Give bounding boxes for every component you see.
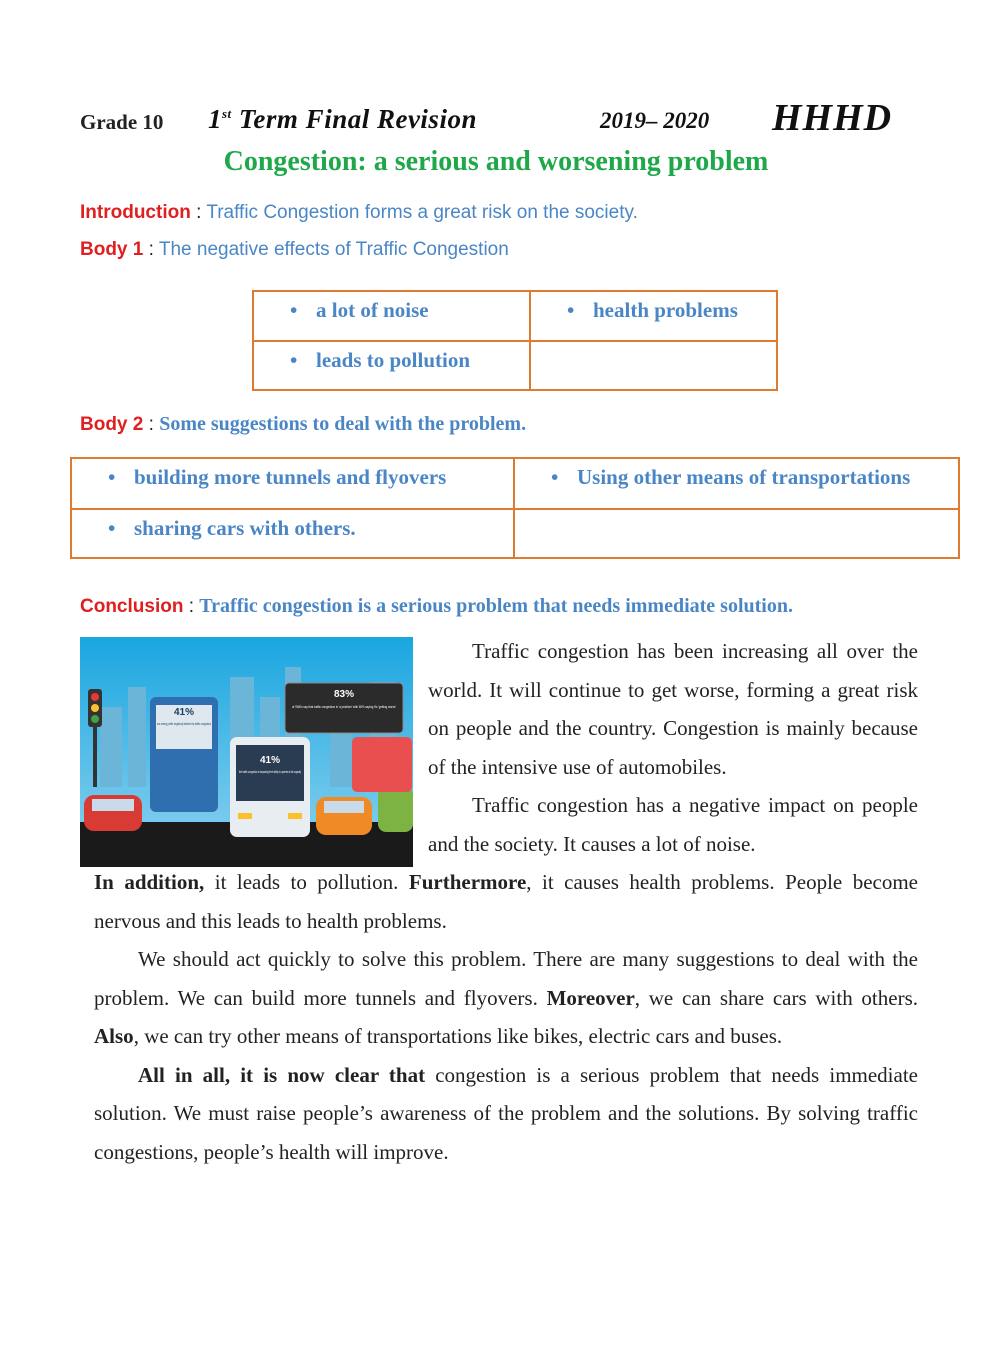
introduction-colon: : <box>190 202 207 223</box>
introduction-line <box>80 202 638 224</box>
car-orange-icon <box>316 797 372 835</box>
bullet-icon: • <box>290 348 298 372</box>
table-cell <box>514 458 959 509</box>
essay-text: , it causes health problems. People become nervous and this leads to health problems. <box>94 870 918 933</box>
body2-label: Body 2 <box>80 414 144 435</box>
linker-furthermore: Furthermore <box>408 870 527 894</box>
body1-text: The negative effects of Traffic Congestion <box>158 239 509 260</box>
body1-colon: : <box>143 239 159 260</box>
table-cell <box>514 509 959 558</box>
cell-text: health problems <box>593 298 738 322</box>
car-green-icon <box>378 787 413 832</box>
linker-also: Also <box>94 1024 134 1048</box>
table-cell <box>71 458 514 509</box>
body2-table <box>70 457 960 559</box>
stat-mid: 41% <box>259 755 281 766</box>
school-year: 2019– 2020 <box>600 108 710 133</box>
essay-text: congestion is a serious problem that needs immediate solution. We must raise people’s awareness of the problem and the solutions. By solving traffic congestions, people’s health will improve. <box>94 1062 918 1164</box>
traffic-infographic <box>80 637 413 867</box>
cell-text: a lot of noise <box>316 298 429 322</box>
bullet-icon: • <box>551 465 559 489</box>
body1-line <box>80 239 509 261</box>
body1-label: Body 1 <box>80 239 144 260</box>
table-cell <box>253 341 530 390</box>
essay-text: it leads to pollution. <box>204 870 409 894</box>
introduction-text: Traffic Congestion forms a great risk on the society. <box>206 202 638 223</box>
conclusion-label: Conclusion <box>80 596 184 617</box>
essay-paragraph-2-start: Traffic congestion has a negative impact on people and the society. It causes a lot of noise. <box>428 793 918 856</box>
essay-text: , we can share cars with others. <box>634 985 918 1010</box>
body2-colon: : <box>143 414 160 435</box>
bus-center-icon <box>230 737 310 837</box>
essay-text: We should act quickly to solve this problem. There are many suggestions to deal with the problem. We can build more tunnels and flyovers. <box>94 947 918 1010</box>
cell-text: leads to pollution <box>316 348 471 372</box>
table-cell <box>530 291 777 341</box>
page-header <box>80 96 910 139</box>
bullet-icon: • <box>290 298 298 322</box>
stat-right-caption: of SMEs say that traffic congestion is 'a problem' with 60% saying it's 'getting worse' <box>292 704 397 709</box>
linker-all-in-all: All in all, it is now clear that <box>138 1062 426 1087</box>
stat-left: 41% <box>173 707 195 718</box>
stat-right: 83% <box>333 689 355 700</box>
essay-column <box>428 632 918 863</box>
essay-paragraph-3 <box>94 940 918 1056</box>
body2-line <box>80 413 526 436</box>
cell-text: sharing cars with others. <box>134 516 356 540</box>
essay-full-width <box>94 863 918 1171</box>
body1-table <box>252 290 778 391</box>
cell-text: building more tunnels and flyovers <box>134 465 447 489</box>
table-cell <box>253 291 530 341</box>
linker-moreover: Moreover <box>546 985 635 1010</box>
bullet-icon: • <box>567 298 575 322</box>
car-red-icon <box>84 795 142 831</box>
conclusion-colon: : <box>183 596 200 617</box>
term-title <box>208 104 477 135</box>
linker-in-addition: In addition, <box>94 870 205 894</box>
grade-label: Grade 10 <box>80 110 164 134</box>
conclusion-text: Traffic congestion is a serious problem that needs immediate solution. <box>199 595 793 617</box>
truck-red-icon <box>352 737 412 792</box>
body2-text: Some suggestions to deal with the problem. <box>159 413 527 435</box>
term-text: Term Final Revision <box>231 104 477 134</box>
page-title: Congestion: a serious and worsening problem <box>223 146 769 177</box>
stat-left-caption: are seeing profits negatively affected by traffic congestion <box>157 721 211 726</box>
cell-text: Using other means of transportations <box>577 465 911 489</box>
introduction-label: Introduction <box>80 202 191 223</box>
essay-paragraph-1: Traffic congestion has been increasing all over the world. It will continue to get worse, forming a great risk on people and the country. Congestion is mainly because of the intensive use of automobiles. <box>428 639 918 779</box>
school-logo-text: HHHD <box>772 97 893 139</box>
bullet-icon: • <box>108 465 116 489</box>
table-cell <box>71 509 514 558</box>
essay-text: , we can try other means of transportations like bikes, electric cars and buses. <box>133 1024 783 1048</box>
conclusion-line <box>80 595 793 618</box>
term-suffix: st <box>222 106 232 121</box>
essay-paragraph-4 <box>94 1056 918 1172</box>
table-cell <box>530 341 777 390</box>
term-number: 1 <box>208 104 222 134</box>
bullet-icon: • <box>108 516 116 540</box>
stat-mid-caption: feel traffic congestion is impacting their ability to operate at full capacity <box>239 769 301 774</box>
essay-paragraph-2-end <box>94 863 918 940</box>
